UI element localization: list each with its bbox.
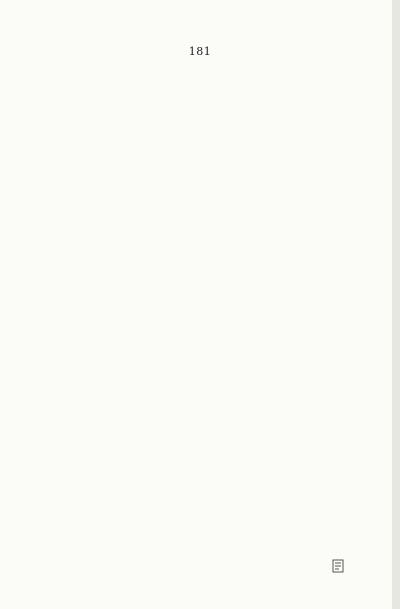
list-entry [8, 110, 198, 132]
list-entry [8, 168, 198, 182]
list-entry [8, 182, 198, 204]
list-entry [200, 535, 386, 557]
list-entry [200, 427, 386, 449]
right-column [200, 60, 386, 557]
list-entry [8, 348, 198, 362]
page-edge-strip [392, 0, 400, 609]
list-entry [200, 326, 386, 348]
list-entry [200, 463, 386, 477]
list-entry [200, 168, 386, 182]
list-entry [8, 269, 198, 283]
list-entry [200, 60, 386, 74]
list-entry [8, 521, 198, 535]
list-entry [8, 477, 198, 499]
list-entry [200, 348, 386, 362]
list-entry [200, 362, 386, 376]
list-entry [200, 499, 386, 521]
list-entry [200, 305, 386, 327]
list-entry [200, 74, 386, 96]
list-entry [8, 96, 198, 110]
list-entry [200, 521, 386, 535]
list-entry [200, 269, 386, 283]
list-entry [200, 477, 386, 499]
list-entry [8, 391, 198, 413]
list-entry [8, 377, 198, 391]
list-entry [200, 110, 386, 132]
list-entry [200, 132, 386, 154]
list-entry [200, 218, 386, 240]
list-entry [8, 305, 198, 327]
list-entry [8, 254, 198, 268]
list-entry [8, 449, 198, 463]
list-entry [8, 218, 198, 240]
library-logo-icon [332, 559, 344, 573]
list-entry [8, 240, 198, 254]
list-entry [8, 499, 198, 521]
list-entry [8, 283, 198, 305]
list-entry [200, 377, 386, 391]
list-entry [200, 154, 386, 168]
list-entry [8, 326, 198, 348]
list-entry [8, 74, 198, 96]
list-entry [200, 254, 386, 268]
list-entry [8, 154, 198, 168]
left-column [8, 60, 198, 557]
library-stamp [332, 559, 390, 573]
list-entry [200, 283, 386, 305]
list-entry [8, 427, 198, 449]
list-entry [8, 535, 198, 557]
list-entry [200, 240, 386, 254]
list-entry [200, 391, 386, 413]
page-number: 181 [188, 45, 212, 58]
list-entry [200, 204, 386, 218]
list-entry [8, 60, 198, 74]
list-entry [200, 182, 386, 204]
list-entry [200, 449, 386, 463]
list-entry [8, 204, 198, 218]
list-entry [8, 413, 198, 427]
list-entry [8, 132, 198, 154]
list-entry [8, 362, 198, 376]
list-entry [200, 413, 386, 427]
list-entry [8, 463, 198, 477]
list-entry [200, 96, 386, 110]
